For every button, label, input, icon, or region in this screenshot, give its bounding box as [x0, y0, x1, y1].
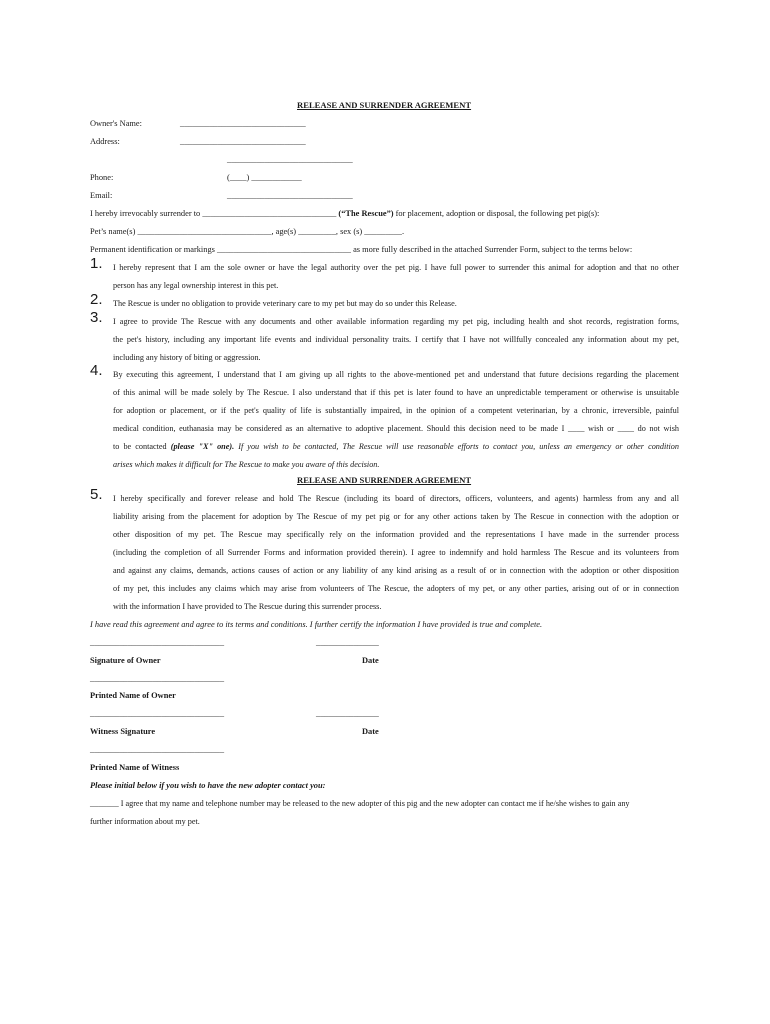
owner-printed-name-line[interactable]: ________________________________	[90, 674, 224, 683]
witness-printed-name-line[interactable]: ________________________________	[90, 745, 224, 754]
address-label: Address:	[90, 137, 120, 146]
contact-instruction: (please "X" one).	[170, 442, 235, 451]
witness-date-label: Date	[362, 727, 379, 736]
pets-line: Pet’s name(s) ________________________________, age(s) _________, sex (s) _________.	[90, 227, 405, 236]
item-line: By executing this agreement, I understand that I am giving up all rights to the above-mentioned pet and understand that future decisions regarding the placement	[113, 370, 679, 379]
contact-note: If you wish to be contacted, The Rescue will use reasonable efforts to contact you, unless an emergency or other condition	[234, 442, 679, 451]
item-line: with the information I have provided to The Rescue during this surrender process.	[113, 602, 382, 611]
item-number-4: 4.	[90, 362, 103, 379]
item-line: person has any legal ownership interest in this pet.	[113, 281, 279, 290]
owner-name-field[interactable]: ______________________________	[180, 119, 306, 128]
phone-field[interactable]: (____) ____________	[227, 173, 302, 182]
item-line: I hereby represent that I am the sole owner or have the legal authority over the pet pig. I have full power to surrender this animal for adoption and that no other	[113, 263, 679, 272]
initial-consent-line[interactable]: _______ I agree that my name and telephone number may be released to the new adopter of this pig and the new adopter can contact me if he/she wishes to gain any	[90, 799, 630, 808]
item-line: liability arising from the placement for adoption by The Rescue of my pet pig or for any other actions taken by The Rescue in connection with the adoption or	[113, 512, 679, 521]
item-line: and against any claims, demands, actions causes of action or any liability of any kind arising as a result of or in connection with the adoption or other disposition	[113, 566, 679, 575]
witness-signature-label: Witness Signature	[90, 727, 156, 736]
owner-date-line[interactable]: _______________	[316, 638, 379, 647]
initial-prompt: Please initial below if you wish to have the new adopter contact you:	[90, 781, 326, 790]
address-field-1[interactable]: ______________________________	[180, 137, 306, 146]
item-line: (including the completion of all Surrender Forms and information provided therein). I agree to indemnify and hold harmless The Rescue and its volunteers from	[113, 548, 679, 557]
item-line: medical condition, euthanasia may be considered as an alternative to adoptive placement. Should this decision need to be made I ____ wish or ____ do not wish	[113, 424, 679, 433]
owner-signature-line[interactable]: ________________________________	[90, 638, 224, 647]
document-title: RELEASE AND SURRENDER AGREEMENT	[297, 100, 472, 110]
surrender-text-b: for placement, adoption or disposal, the following pet pig(s):	[393, 209, 600, 218]
item-3-text	[113, 313, 679, 367]
item-line: arises which makes it difficult for The Rescue to make you aware of this decision.	[113, 460, 380, 469]
item-number-3: 3.	[90, 309, 103, 326]
agreement-statement: I have read this agreement and agree to its terms and conditions. I further certify the information I have provided is true and complete.	[90, 620, 543, 629]
permanent-id-line: Permanent identification or markings ________________________________ as more fully described in the attached Surrender Form, subject to the terms below:	[90, 245, 633, 254]
item-line: for adoption or placement, or if the pet's quality of life is substantially impaired, in the opinion of a competent veterinarian, by a chronic, irreversible, painful	[113, 406, 679, 415]
item-5-text	[113, 490, 679, 616]
item-line: The Rescue is under no obligation to provide veterinary care to my pet but may do so under this Release.	[113, 299, 457, 308]
initial-consent-line-2: further information about my pet.	[90, 817, 200, 826]
owner-date-label: Date	[362, 656, 379, 665]
witness-date-line[interactable]: _______________	[316, 709, 379, 718]
item-number-1: 1.	[90, 255, 103, 272]
item-1-text	[113, 259, 679, 295]
item-number-5: 5.	[90, 486, 103, 503]
surrender-statement	[90, 209, 599, 218]
email-label: Email:	[90, 191, 113, 200]
section-title: RELEASE AND SURRENDER AGREEMENT	[297, 475, 472, 485]
witness-signature-line[interactable]: ________________________________	[90, 709, 224, 718]
address-field-2[interactable]: ______________________________	[227, 155, 353, 164]
owner-signature-label: Signature of Owner	[90, 656, 161, 665]
the-rescue-label: (“The Rescue”)	[338, 209, 394, 218]
item-line: other disposition of my pet. The Rescue may specifically rely on the information provided and the representations I have made in the surrender process	[113, 530, 679, 539]
phone-label: Phone:	[90, 173, 114, 182]
item-line: the pet's history, including any important life events and individual personality traits. I certify that I have not willfully concealed any information about my pet,	[113, 335, 679, 344]
owner-name-label: Owner's Name:	[90, 119, 142, 128]
item-line: I hereby specifically and forever release and hold The Rescue (including its board of directors, officers, volunteers, and agents) harmless from any and all	[113, 494, 679, 503]
item-line: of my pet, this includes any claims which may arise from volunteers of The Rescue, the adopters of my pet, or any other parties, arising out of or in connection	[113, 584, 679, 593]
item-4-text	[113, 366, 679, 474]
witness-printed-name-label: Printed Name of Witness	[90, 763, 180, 772]
item-line: I agree to provide The Rescue with any documents and other available information regarding my pet pig, including health and shot records, registration forms,	[113, 317, 679, 326]
item-number-2: 2.	[90, 291, 103, 308]
email-field[interactable]: ______________________________	[227, 191, 353, 200]
item-line-contact	[113, 438, 679, 456]
item-line: of this animal will be made solely by The Rescue. I also understand that if this pet is later found to have an unpredictable temperament or otherwise is unsuitable	[113, 388, 679, 397]
item-2-text	[113, 295, 679, 313]
owner-printed-name-label: Printed Name of Owner	[90, 691, 176, 700]
item-line: including any history of biting or aggression.	[113, 353, 261, 362]
contact-text: to be contacted	[113, 442, 171, 451]
surrender-text-a: I hereby irrevocably surrender to ________________________________	[90, 209, 339, 218]
